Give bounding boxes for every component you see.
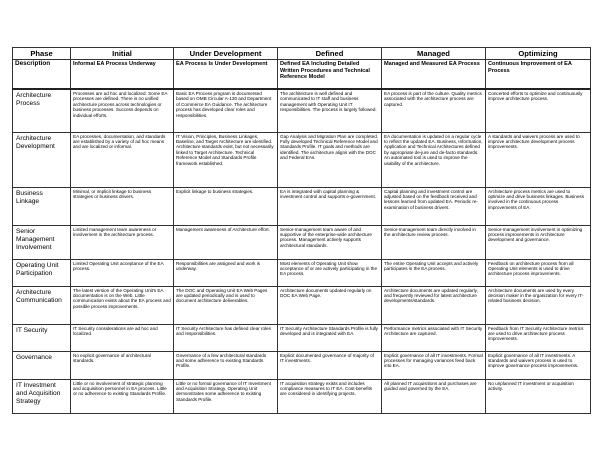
row-label: Architecture Communication — [13, 286, 71, 324]
table-cell: Senior-management involvement in optimizing process improvements in Architecture development and governance. — [486, 225, 591, 259]
header-under-development: Under Development — [174, 48, 278, 60]
header-phase: Phase — [13, 48, 71, 60]
header-optimizing: Optimizing — [486, 48, 591, 60]
table-cell: Architecture documents updated regularly on DOC EA Web Page. — [278, 286, 382, 324]
table-cell: Limited Operating Unit acceptance of the EA process. — [71, 259, 174, 286]
table-cell: Feedback from IT Security Architecture metrics are used to drive architecture process improvements. — [486, 324, 591, 351]
header-row — [13, 48, 591, 60]
table-row — [13, 132, 591, 187]
table-cell: No unplanned IT investment or acquisition activity. — [486, 379, 591, 413]
table-cell: IT Security Architecture has defined clear roles and responsibilities. — [174, 324, 278, 351]
table-cell: Gap Analysis and Migration Plan are completed. Fully developed Technical Reference Model and Standards Profile. IT goals and methods are identified. The architecture aligns with the DOC and Federal EAs. — [278, 132, 382, 187]
table-cell: Senior-management team directly involved in the architecture review process. — [382, 225, 486, 259]
table-cell: Explicit documented governance of majority of IT investments. — [278, 351, 382, 379]
row-label: Architecture Development — [13, 132, 71, 187]
table-cell: Explicit governance of all IT investments. A standards and waivers process is used to improve governance process improvements. — [486, 351, 591, 379]
table-row — [13, 187, 591, 225]
table-cell: A standards and waivers process are used to improve architecture development process improvements. — [486, 132, 591, 187]
description-optimizing: Continuous Improvement of EA Process — [486, 60, 591, 90]
table-cell: Architecture documents are updated regularly, and frequently reviewed for latest architecture developments/standards. — [382, 286, 486, 324]
table-cell: Concerted efforts to optimize and continuously improve architecture process. — [486, 89, 591, 132]
table-cell: The entire Operating Unit accepts and actively participates in the EA process. — [382, 259, 486, 286]
table-cell: No explicit governance of architectural standards. — [71, 351, 174, 379]
table-cell: The DOC and Operating Unit EA Web Pages are updated periodically and is used to document architecture deliverables. — [174, 286, 278, 324]
row-label: IT Investment and Acquisition Strategy — [13, 379, 71, 413]
table-cell: Performance metrics associated with IT Security Architecture are captured. — [382, 324, 486, 351]
table-cell: Little or no involvement of strategic planning and acquisition personnel in EA process. Little or no adherence to existing Standards Profile. — [71, 379, 174, 413]
table-cell: IT Security Architecture Standards Profile is fully developed and is integrated with EA. — [278, 324, 382, 351]
table-cell: Limited management team awareness or involvement in the architecture process. — [71, 225, 174, 259]
header-managed: Managed — [382, 48, 486, 60]
table-cell: IT Security considerations are ad hoc and localized. — [71, 324, 174, 351]
table-cell: Senior-management team aware of and supportive of the enterprise-wide architecture process. Management actively supports architectural standards. — [278, 225, 382, 259]
row-label: IT Security — [13, 324, 71, 351]
table-row — [13, 225, 591, 259]
description-row — [13, 60, 591, 90]
row-label: Business Linkage — [13, 187, 71, 225]
table-row — [13, 286, 591, 324]
row-label: Senior Management Involvement — [13, 225, 71, 259]
table-cell: Capital planning and investment control are adjusted based on the feedback received and lessons learned from updated EA. Periodic re-examination of business drivers. — [382, 187, 486, 225]
description-initial: Informal EA Process Underway — [71, 60, 174, 90]
table-cell: Architecture documents are used by every decision maker in the organization for every IT-related business decision. — [486, 286, 591, 324]
table-cell: Most elements of Operating Unit show acceptance of or are actively participating in the EA process. — [278, 259, 382, 286]
table-cell: Explicit linkage to business strategies. — [174, 187, 278, 225]
description-label: Description — [13, 60, 71, 90]
maturity-table — [12, 47, 591, 414]
table-cell: EA processes, documentation, and standards are established by a variety of ad hoc means and are localized or informal. — [71, 132, 174, 187]
description-defined: Defined EA Including Detailed Written Procedures and Technical Reference Model — [278, 60, 382, 90]
table-cell: Feedback on architecture process from all Operating Unit elements is used to drive architecture process improvements. — [486, 259, 591, 286]
table-row — [13, 89, 591, 132]
table-cell: The architecture is well defined and communicated to IT staff and business management with Operating Unit IT responsibilities. The process is largely followed. — [278, 89, 382, 132]
table-row — [13, 379, 591, 413]
table-cell: Architecture process metrics are used to optimize and drive business linkages. Business involved in the continuous process improvements of EA. — [486, 187, 591, 225]
table-cell: Minimal, or implicit linkage to business strategies or business drivers. — [71, 187, 174, 225]
row-label: Operating Unit Participation — [13, 259, 71, 286]
table-cell: All planned IT acquisitions and purchases are guided and governed by the EA. — [382, 379, 486, 413]
header-initial: Initial — [71, 48, 174, 60]
table-cell: EA process is part of the culture. Quality metrics associated with the architecture process are captured. — [382, 89, 486, 132]
description-managed: Managed and Measured EA Process — [382, 60, 486, 90]
table-cell: Basic EA Process program is documented based on OMB Circular A-130 and Department of Commerce EA Guidance. The architecture process has developed clear roles and responsibilities. — [174, 89, 278, 132]
table-cell: IT acquisition strategy exists and includes compliance measures to IT EA. Cost-benefits are considered in identifying projects. — [278, 379, 382, 413]
table-cell: Explicit governance of all IT investments. Formal processes for managing variances feed back into EA. — [382, 351, 486, 379]
table-cell: Processes are ad hoc and localized. Some EA processes are defined. There is no unified architecture process across technologies or business processes. Success depends on individual efforts. — [71, 89, 174, 132]
table-row — [13, 351, 591, 379]
table-cell: Little or no formal governance of IT Investment and Acquisition Strategy. Operating Unit demonstrates some adherence to existing Standards Profile. — [174, 379, 278, 413]
table-cell: IT Vision, Principles, Business Linkages, Baseline, and Target Architecture are identified. Architecture standards exist, but not necessarily linked to Target Architecture. Technical Reference Model and Standards Profile framework established. — [174, 132, 278, 187]
row-label: Architecture Process — [13, 89, 71, 132]
table-cell: EA is integrated with capital planning & investment control and supports e-government. — [278, 187, 382, 225]
table-row — [13, 324, 591, 351]
table-cell: The latest version of the Operating Unit's EA documentation is on the Web. Little communication exists about the EA process and possible process improvements. — [71, 286, 174, 324]
description-under-development: EA Process Is Under Development — [174, 60, 278, 90]
table-cell: EA documentation is updated on a regular cycle to reflect the updated EA. Business, Information, Application and Technical Architectures defined by appropriate de-jure and de-facto standards. An automated tool is used to improve the usability of the architecture. — [382, 132, 486, 187]
table-cell: Governance of a few architectural standards and some adherence to existing Standards Profile. — [174, 351, 278, 379]
table-cell: Management awareness of Architecture effort. — [174, 225, 278, 259]
table-row — [13, 259, 591, 286]
table-cell: Responsibilities are assigned and work is underway. — [174, 259, 278, 286]
row-label: Governance — [13, 351, 71, 379]
header-defined: Defined — [278, 48, 382, 60]
